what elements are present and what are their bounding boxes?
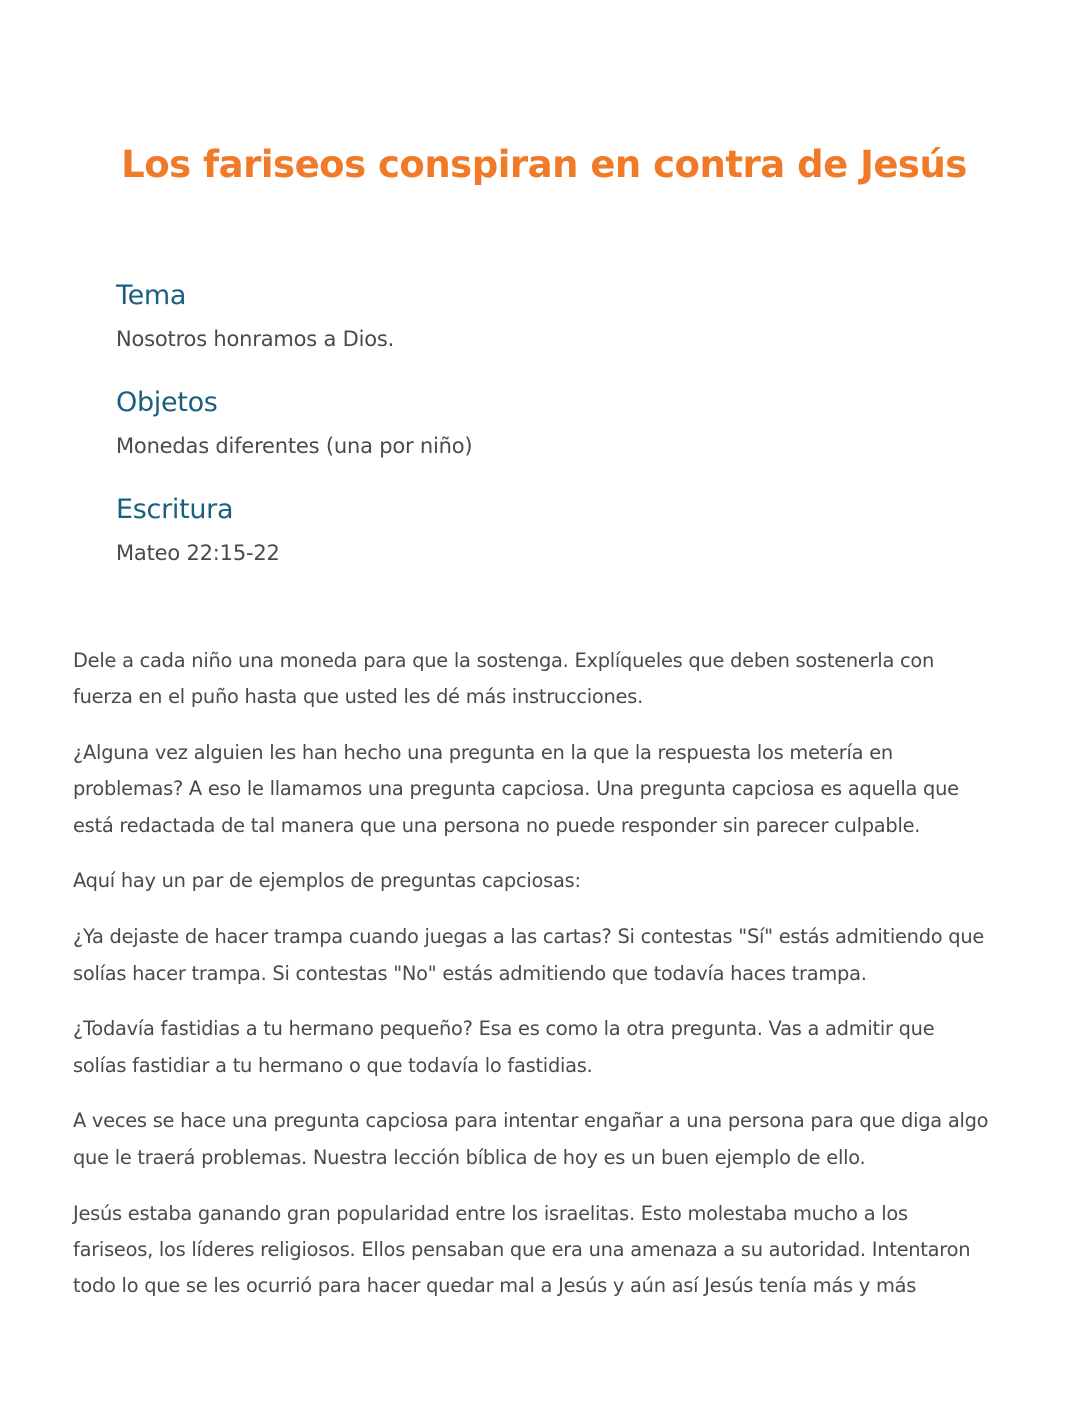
tema-section — [116, 276, 996, 362]
paragraph-line: que le traerá problemas. Nuestra lección bíblica de hoy es un buen ejemplo de ello. — [73, 1145, 866, 1169]
paragraph-line: Dele a cada niño una moneda para que la sostenga. Explíqueles que deben sostenerla con — [73, 649, 935, 672]
lesson-body — [73, 643, 1033, 1324]
paragraph — [73, 643, 1033, 716]
paragraph-line: Jesús estaba ganando gran popularidad entre los israelitas. Esto molestaba mucho a los — [73, 1201, 908, 1225]
paragraph — [73, 919, 1033, 992]
objetos-value: Monedas diferentes (una por niño) — [116, 434, 473, 458]
paragraph-line: fariseos, los líderes religiosos. Ellos pensaban que era una amenaza a su autoridad. Intentaron — [73, 1237, 971, 1261]
paragraph-line: ¿Todavía fastidias a tu hermano pequeño? Esa es como la otra pregunta. Vas a admitir que — [73, 1017, 935, 1041]
paragraph-line: solías fastidiar a tu hermano o que todavía lo fastidias. — [73, 1053, 593, 1077]
paragraph — [73, 1196, 1033, 1305]
tema-heading: Tema — [116, 280, 187, 311]
paragraph-line: fuerza en el puño hasta que usted les dé más instrucciones. — [73, 685, 644, 709]
paragraph-line: todo lo que se les ocurrió para hacer quedar mal a Jesús y aún así Jesús tenía más y más — [73, 1274, 917, 1298]
paragraph-line: ¿Ya dejaste de hacer trampa cuando juegas a las cartas? Si contestas "Sí" estás admitiendo que — [73, 925, 985, 949]
escritura-section — [116, 490, 996, 576]
paragraph-line: A veces se hace una pregunta capciosa para intentar engañar a una persona para que diga algo — [73, 1109, 989, 1133]
paragraph-line: solías hacer trampa. Si contestas "No" estás admitiendo que todavía haces trampa. — [73, 961, 867, 985]
tema-value: Nosotros honramos a Dios. — [116, 327, 395, 351]
paragraph-line: está redactada de tal manera que una persona no puede responder sin parecer culpable. — [73, 813, 921, 837]
objetos-heading: Objetos — [116, 387, 218, 418]
paragraph — [73, 1011, 1033, 1084]
paragraph-line: ¿Alguna vez alguien les han hecho una pregunta en la que la respuesta los metería en — [73, 741, 893, 765]
paragraph-line: problemas? A eso le llamamos una pregunta capciosa. Una pregunta capciosa es aquella que — [73, 777, 959, 801]
paragraph — [73, 1103, 1033, 1176]
escritura-heading: Escritura — [116, 494, 234, 525]
lesson-info — [116, 276, 996, 597]
paragraph — [73, 863, 1033, 899]
page-title: Los fariseos conspiran en contra de Jesús — [121, 143, 967, 186]
escritura-value: Mateo 22:15-22 — [116, 541, 280, 565]
paragraph-line: Aquí hay un par de ejemplos de preguntas capciosas: — [73, 869, 581, 893]
paragraph — [73, 735, 1033, 844]
objetos-section — [116, 383, 996, 469]
